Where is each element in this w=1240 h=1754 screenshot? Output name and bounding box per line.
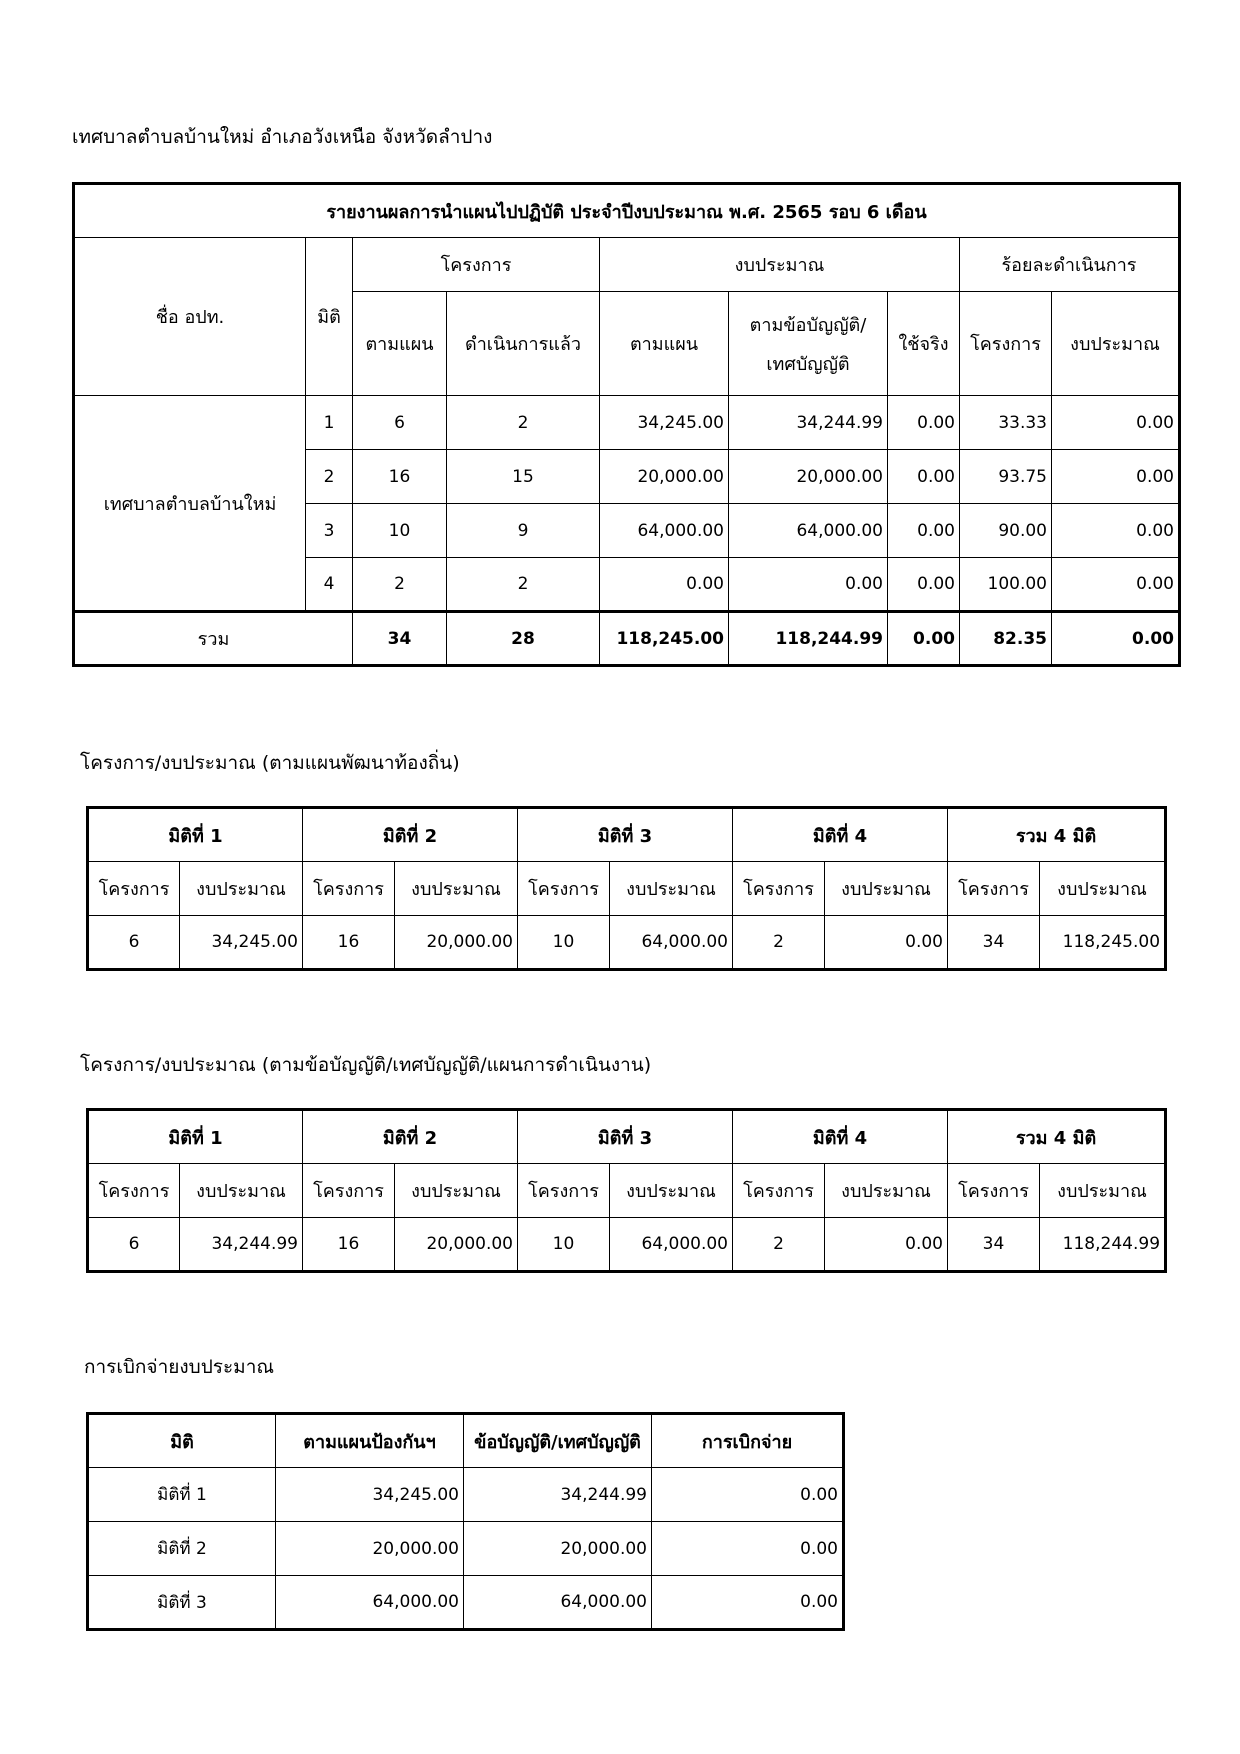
col-dim-header: มิติ [88, 1414, 276, 1468]
sub-budget-header: งบประมาณ [395, 862, 518, 916]
col-disb-header: การเบิกจ่าย [652, 1414, 844, 1468]
col-org-header: ชื่อ อปท. [74, 238, 306, 396]
dim-cell: มิติที่ 2 [88, 1522, 276, 1576]
plan-cell: 10 [353, 504, 447, 558]
budget-cell: 64,000.00 [610, 916, 733, 970]
budget-law-cell: 0.00 [729, 558, 888, 612]
budget-cell: 64,000.00 [610, 1218, 733, 1272]
sub-budget-header: งบประมาณ [1040, 862, 1166, 916]
pct-budget-cell: 0.00 [1052, 450, 1180, 504]
law-cell: 64,000.00 [464, 1576, 652, 1630]
col-plan-header: ตามแผนป้องกันฯ [276, 1414, 464, 1468]
budget-cell: 0.00 [825, 916, 948, 970]
budget-cell: 0.00 [825, 1218, 948, 1272]
actual-cell: 0.00 [888, 450, 960, 504]
total-pct-projects: 82.35 [960, 612, 1052, 666]
group-dim4: มิติที่ 4 [733, 808, 948, 862]
group-dim3: มิติที่ 3 [518, 808, 733, 862]
budget-law-cell: 34,244.99 [729, 396, 888, 450]
done-cell: 15 [447, 450, 600, 504]
total-pct-budget: 0.00 [1052, 612, 1180, 666]
sub-projects-header: โครงการ [518, 862, 610, 916]
group-dim1: มิติที่ 1 [88, 808, 303, 862]
budget-cell: 34,244.99 [180, 1218, 303, 1272]
main-report-table [72, 182, 1181, 667]
sub-budget-header: งบประมาณ [1040, 1164, 1166, 1218]
disb-cell: 0.00 [652, 1522, 844, 1576]
done-cell: 9 [447, 504, 600, 558]
sub-budget-plan-header: ตามแผน [600, 292, 729, 396]
table-row [88, 1468, 844, 1522]
sub-projects-header: โครงการ [733, 862, 825, 916]
table-row [88, 1218, 1166, 1272]
sub-projects-header: โครงการ [303, 1164, 395, 1218]
sub-budget-law-header [729, 292, 888, 396]
budget-plan-cell: 0.00 [600, 558, 729, 612]
budget-law-cell: 20,000.00 [729, 450, 888, 504]
sub-done-header: ดำเนินการแล้ว [447, 292, 600, 396]
group-dim2: มิติที่ 2 [303, 1110, 518, 1164]
sub-budget-header: งบประมาณ [610, 1164, 733, 1218]
projects-cell: 16 [303, 916, 395, 970]
budget-cell: 20,000.00 [395, 916, 518, 970]
sub-projects-header: โครงการ [733, 1164, 825, 1218]
org-heading: เทศบาลตำบลบ้านใหม่ อำเภอวังเหนือ จังหวัดลำปาง [72, 126, 493, 148]
disbursement-heading: การเบิกจ่ายงบประมาณ [84, 1356, 274, 1378]
table-row [74, 396, 1180, 450]
projects-cell: 16 [303, 1218, 395, 1272]
projects-cell: 10 [518, 916, 610, 970]
plan-cell: 6 [353, 396, 447, 450]
total-row [74, 612, 1180, 666]
dim-cell: 3 [306, 504, 353, 558]
dim-cell: มิติที่ 1 [88, 1468, 276, 1522]
law-cell: 34,244.99 [464, 1468, 652, 1522]
pct-projects-cell: 33.33 [960, 396, 1052, 450]
sub-actual-header: ใช้จริง [888, 292, 960, 396]
table-row [88, 1522, 844, 1576]
projects-cell: 2 [733, 1218, 825, 1272]
table-row [88, 916, 1166, 970]
budget-plan-cell: 34,245.00 [600, 396, 729, 450]
law-section-heading: โครงการ/งบประมาณ (ตามข้อบัญญัติ/เทศบัญญัติ/แผนการดำเนินงาน) [80, 1054, 652, 1076]
budget-plan-cell: 20,000.00 [600, 450, 729, 504]
group-dim4: มิติที่ 4 [733, 1110, 948, 1164]
sub-budget-law-line1: ตามข้อบัญญัติ/ [749, 314, 867, 336]
done-cell: 2 [447, 558, 600, 612]
actual-cell: 0.00 [888, 504, 960, 558]
budget-plan-cell: 64,000.00 [600, 504, 729, 558]
sub-budget-header: งบประมาณ [395, 1164, 518, 1218]
group-projects-header: โครงการ [353, 238, 600, 292]
dim-cell: มิติที่ 3 [88, 1576, 276, 1630]
sub-budget-header: งบประมาณ [825, 862, 948, 916]
done-cell: 2 [447, 396, 600, 450]
projects-cell: 34 [948, 916, 1040, 970]
plan-section-heading: โครงการ/งบประมาณ (ตามแผนพัฒนาท้องถิ่น) [80, 752, 460, 774]
col-dim-header: มิติ [306, 238, 353, 396]
budget-cell: 118,245.00 [1040, 916, 1166, 970]
plan-cell: 16 [353, 450, 447, 504]
pct-projects-cell: 90.00 [960, 504, 1052, 558]
sub-budget-header: งบประมาณ [180, 1164, 303, 1218]
sub-budget-header: งบประมาณ [610, 862, 733, 916]
plan-cell: 20,000.00 [276, 1522, 464, 1576]
total-budget-plan: 118,245.00 [600, 612, 729, 666]
total-actual: 0.00 [888, 612, 960, 666]
table-row [88, 1576, 844, 1630]
plan-summary-table [86, 806, 1167, 971]
disb-cell: 0.00 [652, 1468, 844, 1522]
total-plan: 34 [353, 612, 447, 666]
law-cell: 20,000.00 [464, 1522, 652, 1576]
projects-cell: 6 [88, 1218, 180, 1272]
budget-cell: 118,244.99 [1040, 1218, 1166, 1272]
pct-budget-cell: 0.00 [1052, 558, 1180, 612]
sub-projects-header: โครงการ [88, 862, 180, 916]
group-budget-header: งบประมาณ [600, 238, 960, 292]
total-budget-law: 118,244.99 [729, 612, 888, 666]
sub-projects-header: โครงการ [303, 862, 395, 916]
group-dim3: มิติที่ 3 [518, 1110, 733, 1164]
law-summary-table [86, 1108, 1167, 1273]
sub-projects-header: โครงการ [948, 862, 1040, 916]
budget-cell: 20,000.00 [395, 1218, 518, 1272]
projects-cell: 34 [948, 1218, 1040, 1272]
sub-pct-budget-header: งบประมาณ [1052, 292, 1180, 396]
group-total: รวม 4 มิติ [948, 808, 1166, 862]
total-done: 28 [447, 612, 600, 666]
plan-cell: 64,000.00 [276, 1576, 464, 1630]
disb-cell: 0.00 [652, 1576, 844, 1630]
budget-law-cell: 64,000.00 [729, 504, 888, 558]
pct-budget-cell: 0.00 [1052, 396, 1180, 450]
sub-projects-header: โครงการ [88, 1164, 180, 1218]
pct-projects-cell: 93.75 [960, 450, 1052, 504]
dim-cell: 4 [306, 558, 353, 612]
total-label: รวม [74, 612, 353, 666]
projects-cell: 10 [518, 1218, 610, 1272]
sub-plan-header: ตามแผน [353, 292, 447, 396]
group-dim2: มิติที่ 2 [303, 808, 518, 862]
budget-cell: 34,245.00 [180, 916, 303, 970]
sub-projects-header: โครงการ [948, 1164, 1040, 1218]
col-law-header: ข้อบัญญัติ/เทศบัญญัติ [464, 1414, 652, 1468]
dim-cell: 2 [306, 450, 353, 504]
sub-budget-law-line2: เทศบัญญัติ [766, 353, 850, 375]
actual-cell: 0.00 [888, 396, 960, 450]
plan-cell: 2 [353, 558, 447, 612]
group-percent-header: ร้อยละดำเนินการ [960, 238, 1180, 292]
dim-cell: 1 [306, 396, 353, 450]
sub-budget-header: งบประมาณ [180, 862, 303, 916]
group-total: รวม 4 มิติ [948, 1110, 1166, 1164]
pct-budget-cell: 0.00 [1052, 504, 1180, 558]
pct-projects-cell: 100.00 [960, 558, 1052, 612]
sub-pct-projects-header: โครงการ [960, 292, 1052, 396]
org-name-cell: เทศบาลตำบลบ้านใหม่ [74, 396, 306, 612]
projects-cell: 6 [88, 916, 180, 970]
group-dim1: มิติที่ 1 [88, 1110, 303, 1164]
plan-cell: 34,245.00 [276, 1468, 464, 1522]
disbursement-table [86, 1412, 845, 1631]
report-title: รายงานผลการนำแผนไปปฏิบัติ ประจำปีงบประมาณ พ.ศ. 2565 รอบ 6 เดือน [74, 184, 1180, 238]
projects-cell: 2 [733, 916, 825, 970]
actual-cell: 0.00 [888, 558, 960, 612]
sub-budget-header: งบประมาณ [825, 1164, 948, 1218]
sub-projects-header: โครงการ [518, 1164, 610, 1218]
